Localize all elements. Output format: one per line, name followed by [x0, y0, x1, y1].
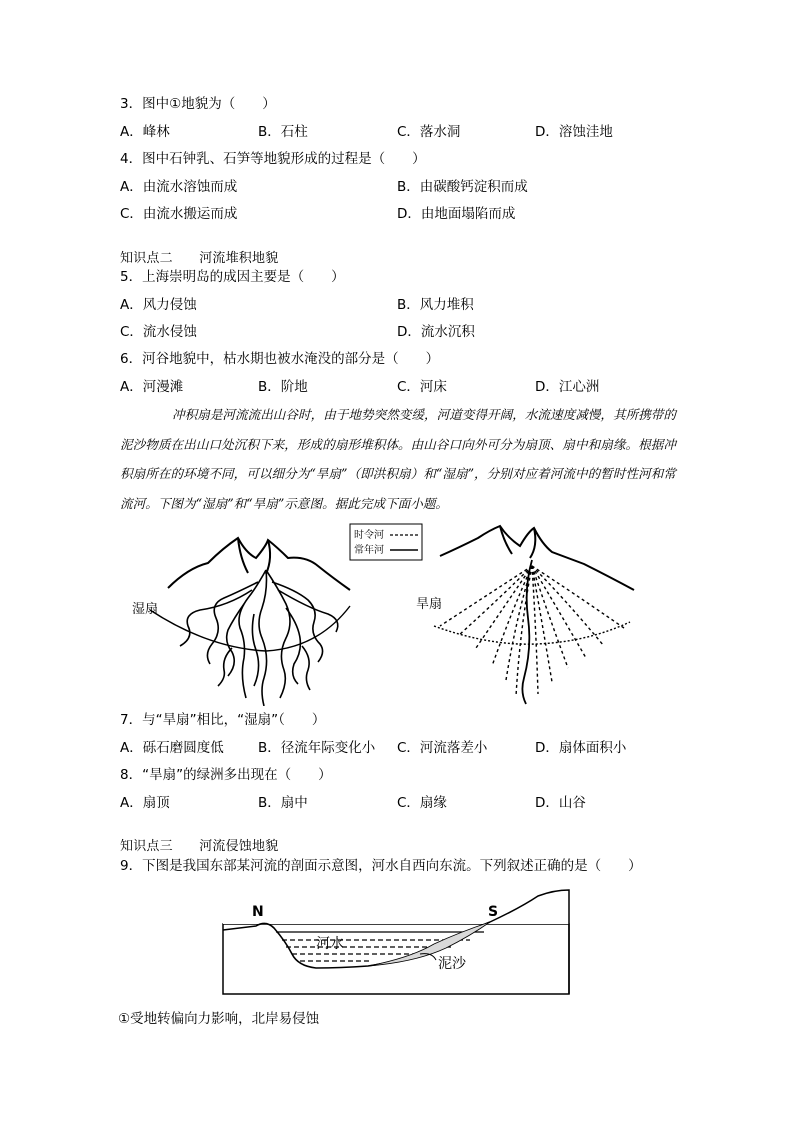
q3-option-b: B．石柱: [258, 124, 308, 140]
section-heading-2: 知识点二 河流堆积地貌: [120, 251, 279, 266]
q7-option-b: B．径流年际变化小: [258, 740, 376, 756]
q6-option-d: D．江心洲: [535, 379, 600, 395]
river-cross-section-figure: [220, 886, 572, 998]
q5-stem: 5．上海崇明岛的成因主要是（ ）: [120, 269, 345, 285]
q5-option-b: B．风力堆积: [397, 297, 474, 313]
q7-option-d: D．扇体面积小: [535, 740, 627, 756]
q8-option-a: A．扇顶: [120, 795, 170, 811]
q8-option-c: C．扇缘: [397, 795, 447, 811]
q5-option-c: C．流水侵蚀: [120, 324, 197, 340]
q7-option-c: C．河流落差小: [397, 740, 488, 756]
dry-fan-mountains: [440, 526, 634, 590]
q4-option-d: D．由地面塌陷而成: [397, 206, 516, 222]
q3-option-a: A．峰林: [120, 124, 170, 140]
q5-option-a: A．风力侵蚀: [120, 297, 197, 313]
river-north-label: N: [252, 904, 264, 920]
legend-permanent-label: 常年河: [354, 545, 384, 556]
alluvial-fan-figure: [128, 518, 660, 706]
wet-fan-label: 湿扇: [132, 602, 159, 617]
q9-stem: 9．下图是我国东部某河流的剖面示意图，河水自西向东流。下列叙述正确的是（ ）: [120, 858, 642, 874]
river-sediment-label: 泥沙: [438, 956, 466, 972]
q6-option-a: A．河漫滩: [120, 379, 184, 395]
q4-option-a: A．由流水溶蚀而成: [120, 179, 238, 195]
q6-option-c: C．河床: [397, 379, 447, 395]
river-south-label: S: [488, 904, 499, 920]
passage-text: 冲积扇是河流流出山谷时，由于地势突然变缓，河道变得开阔，水流速度减慢，其所携带的泥沙物质在出山口处沉积下来，形成的扇形堆积体。由山谷口向外可分为扇顶、扇中和扇缘。根据冲积扇所在的环境不同，可以细分为“旱扇”（即洪积扇）和“湿扇”，分别对应着河流中的暂时性河和常流河。下图为“湿扇”和“旱扇”示意图。据此完成下面小题。: [120, 407, 676, 511]
river-water-label: 河水: [316, 936, 344, 952]
q3-stem: 3．图中①地貌为（ ）: [120, 96, 276, 112]
fan-legend: [350, 524, 422, 560]
q4-stem: 4．图中石钟乳、石笋等地貌形成的过程是（ ）: [120, 151, 426, 167]
passage: [120, 400, 676, 518]
river-land-cover: [223, 890, 569, 924]
dry-fan-temporary-rivers: [440, 566, 624, 696]
q3-option-d: D．溶蚀洼地: [535, 124, 613, 140]
legend-temporary-label: 时令河: [354, 530, 384, 541]
dry-fan-main-channel: [522, 560, 532, 704]
dry-fan-label: 旱扇: [416, 597, 443, 612]
statement-1: ①受地转偏向力影响，北岸易侵蚀: [118, 1011, 320, 1027]
river-figure-frame: [223, 924, 569, 994]
q7-stem: 7．与“旱扇”相比，“湿扇”（ ）: [120, 712, 326, 728]
q5-option-d: D．流水沉积: [397, 324, 475, 340]
q4-option-b: B．由碳酸钙淀积而成: [397, 179, 528, 195]
q6-option-b: B．阶地: [258, 379, 308, 395]
q7-option-a: A．砾石磨圆度低: [120, 740, 224, 756]
dry-fan-outline: [434, 622, 630, 644]
q6-stem: 6．河谷地貌中，枯水期也被水淹没的部分是（ ）: [120, 351, 440, 367]
q4-option-c: C．由流水搬运而成: [120, 206, 238, 222]
q8-option-b: B．扇中: [258, 795, 308, 811]
section-heading-3: 知识点三 河流侵蚀地貌: [120, 839, 279, 854]
q3-option-c: C．落水洞: [397, 124, 461, 140]
q8-option-d: D．山谷: [535, 795, 586, 811]
q8-stem: 8．“旱扇”的绿洲多出现在（ ）: [120, 767, 332, 783]
